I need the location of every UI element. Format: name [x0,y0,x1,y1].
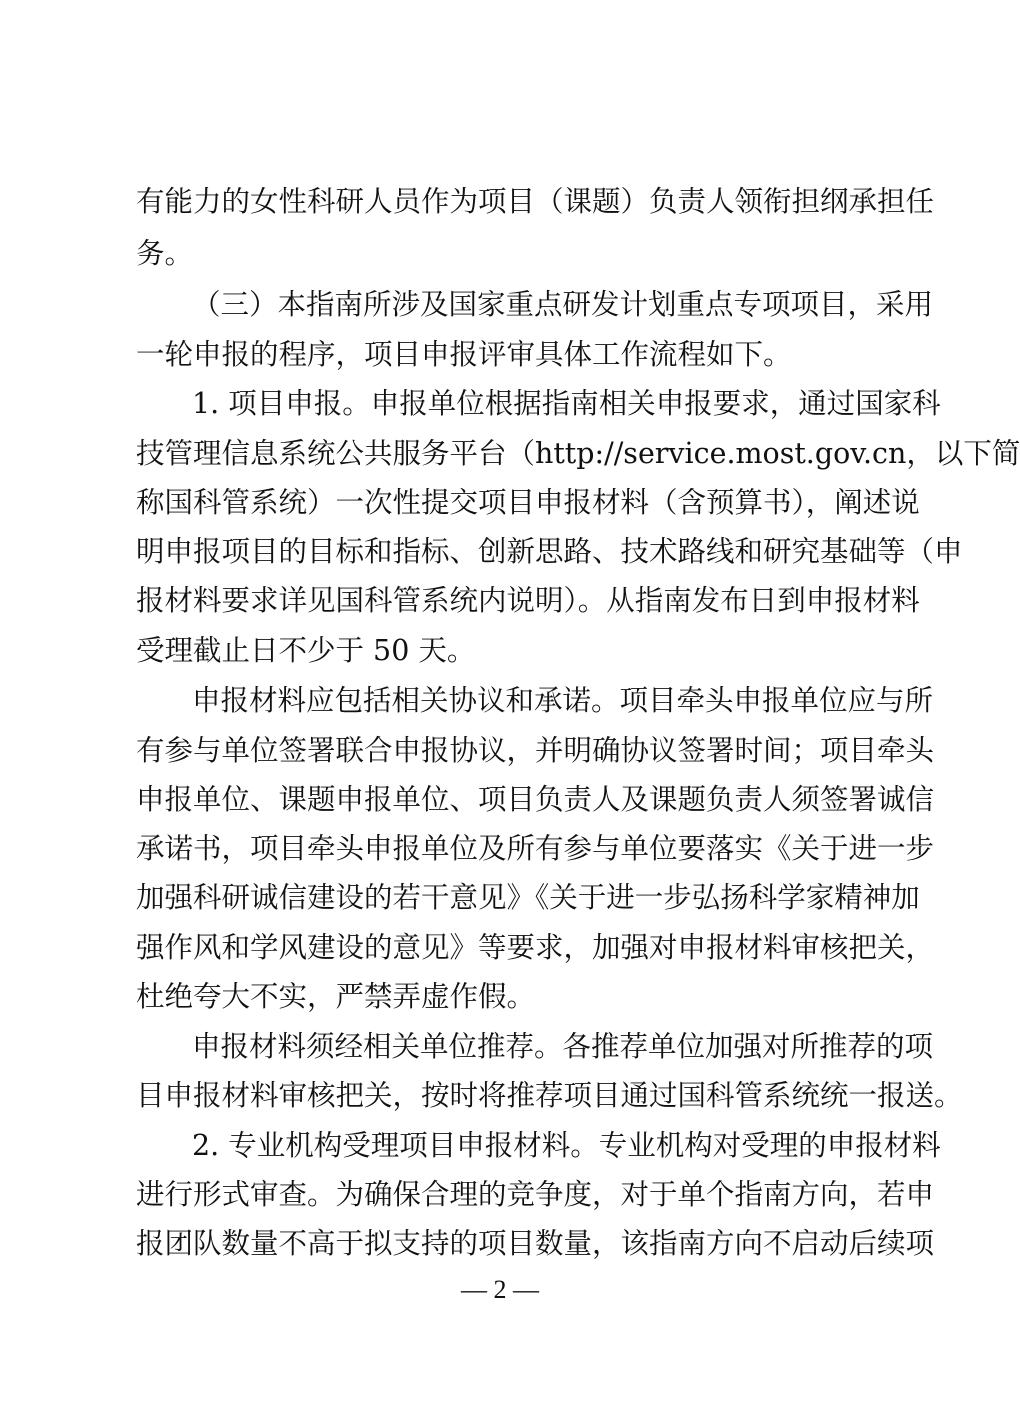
text-line-15: 加强科研诚信建设的若干意见》《关于进一步弘扬科学家精神加 [136,881,920,914]
text-line-14: 承诺书，项目牵头申报单位及所有参与单位要落实《关于进一步 [136,832,935,865]
text-line-12: 有参与单位签署联合申报协议，并明确协议签署时间；项目牵头 [136,734,935,767]
text-line-13: 申报单位、课题申报单位、项目负责人及课题负责人须签署诚信 [136,783,935,816]
text-line-16: 强作风和学风建设的意见》等要求，加强对申报材料审核把关， [136,931,935,964]
text-line-10: 受理截止日不少于 50 天。 [136,634,476,667]
page-number: — 2 — [461,1275,539,1304]
text-line-19: 目申报材料审核把关，按时将推荐项目通过国科管系统统一报送。 [136,1079,963,1112]
text-line-21: 进行形式审查。为确保合理的竞争度，对于单个指南方向，若申 [136,1178,935,1211]
text-line-6: 技管理信息系统公共服务平台（http://service.most.gov.cn，以下简 [136,437,1020,470]
text-line-3: （三）本指南所涉及国家重点研发计划重点专项项目，采用 [192,288,934,321]
text-line-8: 明申报项目的目标和指标、创新思路、技术路线和研究基础等（申 [136,535,963,568]
text-line-4: 一轮申报的程序，项目申报评审具体工作流程如下。 [136,338,792,371]
text-line-7: 称国科管系统）一次性提交项目申报材料（含预算书），阐述说 [136,486,920,519]
text-line-18: 申报材料须经相关单位推荐。各推荐单位加强对所推荐的项 [192,1030,934,1063]
text-line-2: 务。 [136,237,194,270]
text-line-5: 1. 项目申报。申报单位根据指南相关申报要求，通过国家科 [192,387,941,420]
text-line-1: 有能力的女性科研人员作为项目（课题）负责人领衔担纲承担任 [136,185,935,218]
text-line-20: 2. 专业机构受理项目申报材料。专业机构对受理的申报材料 [192,1129,941,1162]
text-line-9: 报材料要求详见国科管系统内说明）。从指南发布日到申报材料 [136,584,920,617]
text-line-11: 申报材料应包括相关协议和承诺。项目牵头申报单位应与所 [192,684,934,717]
text-line-22: 报团队数量不高于拟支持的项目数量，该指南方向不启动后续项 [136,1227,935,1260]
text-line-17: 杜绝夸大不实，严禁弄虚作假。 [136,980,536,1013]
